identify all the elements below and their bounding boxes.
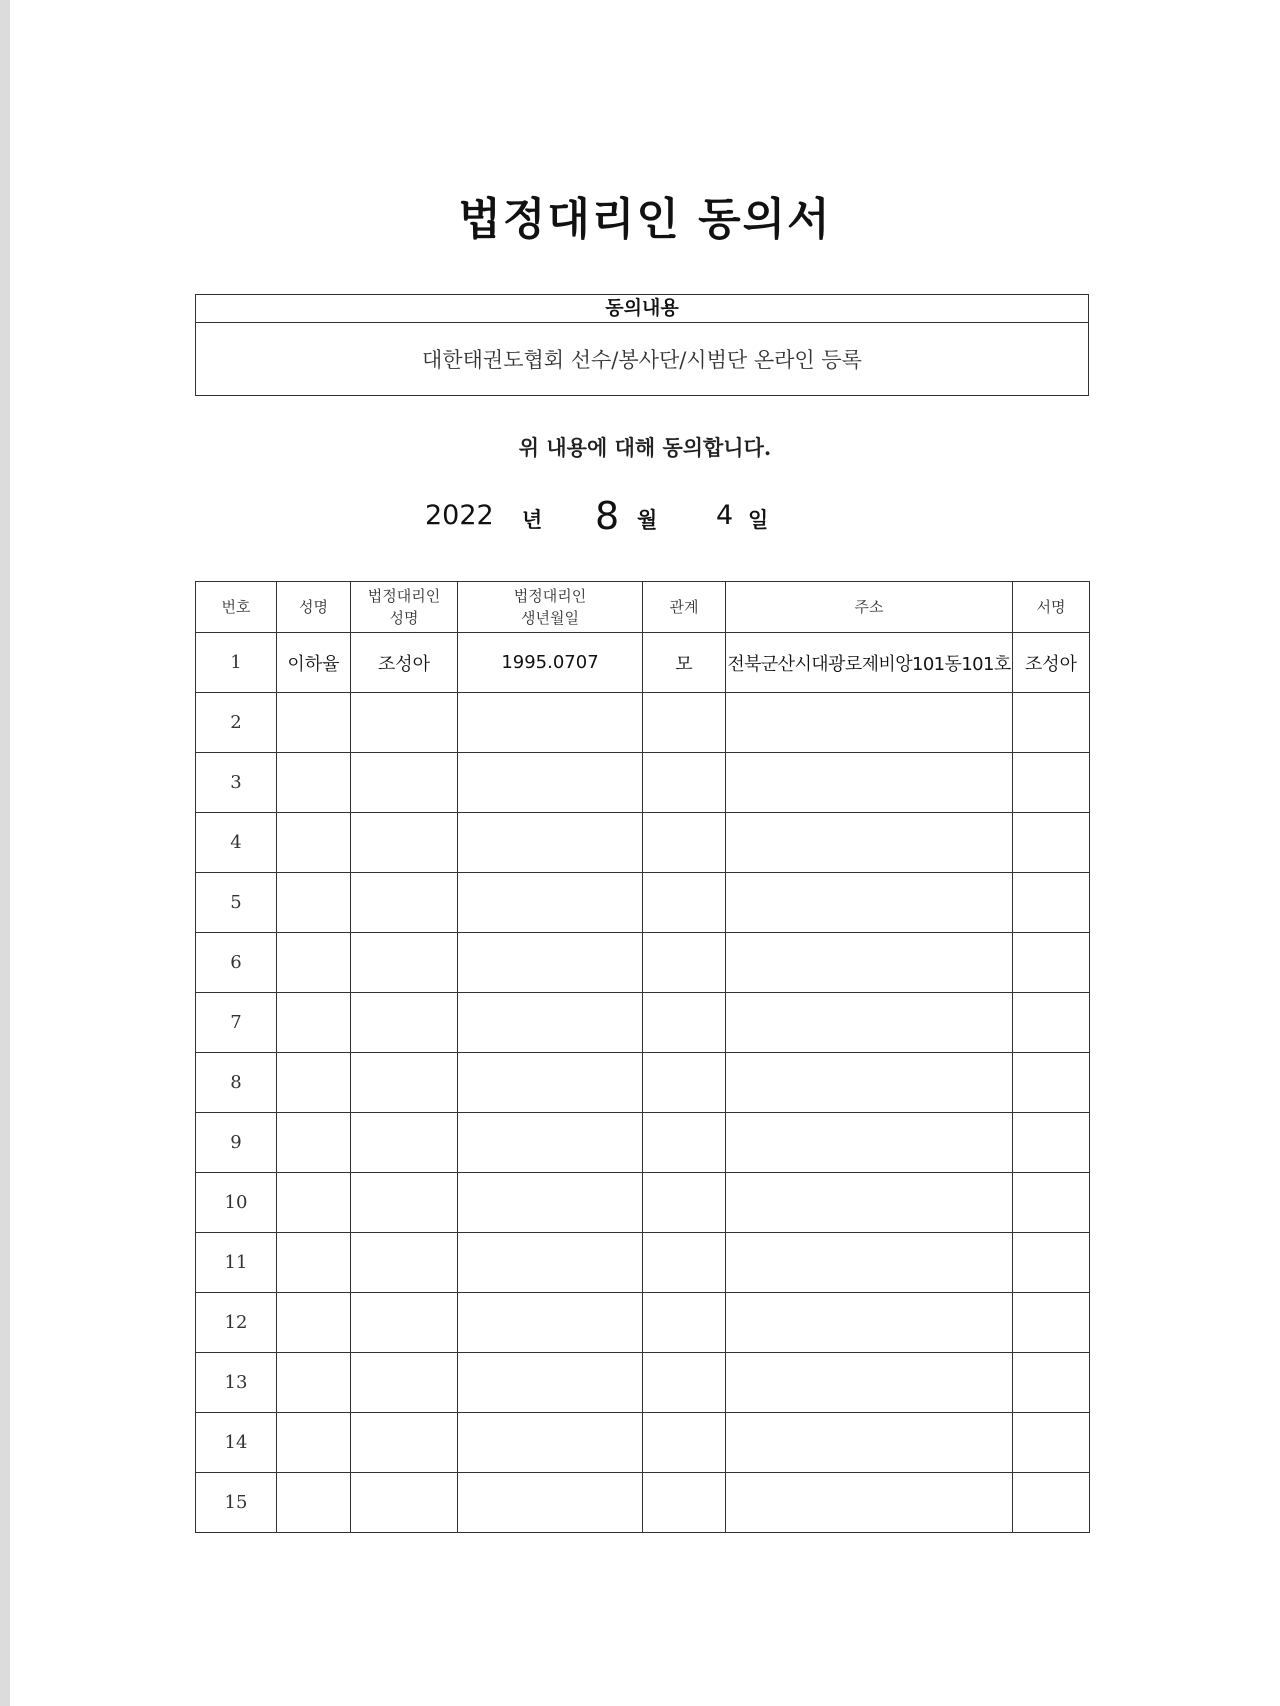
cell-address [726, 1113, 1013, 1173]
cell-signature [1013, 993, 1090, 1053]
cell-address [726, 693, 1013, 753]
date-line [10, 494, 1280, 544]
cell-relation [643, 1233, 726, 1293]
cell-address [726, 1473, 1013, 1533]
table-header-row [196, 582, 1090, 633]
cell-guardian-birth [458, 693, 643, 753]
cell-number: 12 [196, 1293, 277, 1353]
cell-signature [1013, 753, 1090, 813]
header-signature: 서명 [1013, 582, 1090, 633]
date-month-unit: 월 [637, 507, 658, 532]
cell-guardian-birth [458, 1473, 643, 1533]
cell-number: 8 [196, 1053, 277, 1113]
cell-guardian-name [351, 753, 458, 813]
cell-number: 9 [196, 1113, 277, 1173]
cell-signature [1013, 1293, 1090, 1353]
cell-guardian-name: 조성아 [351, 633, 458, 693]
date-year: 2022 [425, 500, 494, 531]
header-address: 주소 [726, 582, 1013, 633]
date-year-unit: 년 [522, 507, 543, 532]
cell-number: 3 [196, 753, 277, 813]
cell-relation [643, 1113, 726, 1173]
header-guardian-name-line2: 성명 [389, 609, 419, 627]
cell-guardian-birth [458, 1413, 643, 1473]
cell-guardian-birth [458, 1353, 643, 1413]
cell-guardian-birth [458, 1173, 643, 1233]
cell-guardian-birth [458, 1113, 643, 1173]
cell-guardian-name [351, 1473, 458, 1533]
cell-relation [643, 1053, 726, 1113]
cell-address [726, 933, 1013, 993]
cell-relation [643, 873, 726, 933]
cell-signature [1013, 1353, 1090, 1413]
cell-number: 6 [196, 933, 277, 993]
cell-guardian-birth [458, 1293, 643, 1353]
cell-signature [1013, 1053, 1090, 1113]
cell-guardian-name [351, 1173, 458, 1233]
table-row [196, 1413, 1090, 1473]
cell-relation [643, 1293, 726, 1353]
date-day: 4 [716, 500, 734, 531]
cell-address [726, 753, 1013, 813]
table-body [196, 633, 1090, 1533]
cell-relation [643, 1473, 726, 1533]
cell-number: 7 [196, 993, 277, 1053]
cell-address [726, 1233, 1013, 1293]
document-page [10, 0, 1280, 1706]
table-row [196, 1353, 1090, 1413]
cell-name [277, 933, 351, 993]
cell-address [726, 1173, 1013, 1233]
cell-name [277, 1293, 351, 1353]
cell-relation [643, 1413, 726, 1473]
cell-signature [1013, 1173, 1090, 1233]
consent-content: 대한태권도협회 선수/봉사단/시범단 온라인 등록 [422, 348, 862, 372]
date-day-unit: 일 [748, 507, 769, 532]
cell-guardian-birth [458, 873, 643, 933]
cell-signature [1013, 1113, 1090, 1173]
cell-number: 5 [196, 873, 277, 933]
cell-guardian-name [351, 1413, 458, 1473]
cell-guardian-name [351, 873, 458, 933]
table-row [196, 813, 1090, 873]
table-row [196, 1113, 1090, 1173]
date-month: 8 [595, 494, 620, 538]
cell-guardian-birth [458, 993, 643, 1053]
cell-address [726, 813, 1013, 873]
guardian-table [195, 581, 1090, 1533]
header-number: 번호 [196, 582, 277, 633]
cell-number: 14 [196, 1413, 277, 1473]
header-guardian-birth-line2: 생년월일 [521, 609, 579, 627]
table-row [196, 873, 1090, 933]
cell-signature [1013, 1413, 1090, 1473]
table-row [196, 753, 1090, 813]
cell-number: 1 [196, 633, 277, 693]
table-row [196, 693, 1090, 753]
cell-name [277, 873, 351, 933]
cell-signature [1013, 873, 1090, 933]
cell-guardian-name [351, 1293, 458, 1353]
cell-name [277, 753, 351, 813]
cell-name [277, 1233, 351, 1293]
cell-address [726, 1353, 1013, 1413]
table-row [196, 1293, 1090, 1353]
cell-guardian-birth [458, 753, 643, 813]
cell-name [277, 1353, 351, 1413]
cell-number: 11 [196, 1233, 277, 1293]
cell-relation [643, 993, 726, 1053]
header-relation: 관계 [643, 582, 726, 633]
table-row [196, 1233, 1090, 1293]
cell-number: 10 [196, 1173, 277, 1233]
table-row [196, 993, 1090, 1053]
cell-name [277, 693, 351, 753]
consent-box [195, 294, 1089, 396]
cell-name [277, 1053, 351, 1113]
cell-guardian-birth [458, 933, 643, 993]
cell-relation [643, 1173, 726, 1233]
cell-name [277, 813, 351, 873]
cell-address [726, 993, 1013, 1053]
agree-statement: 위 내용에 대해 동의합니다. [518, 435, 772, 460]
table-row [196, 933, 1090, 993]
cell-relation [643, 693, 726, 753]
cell-signature [1013, 1473, 1090, 1533]
cell-address: 전북군산시대광로제비앙101동101호 [726, 633, 1013, 693]
cell-guardian-name [351, 1353, 458, 1413]
cell-guardian-birth [458, 813, 643, 873]
table-row [196, 1173, 1090, 1233]
consent-header: 동의내용 [196, 295, 1088, 323]
cell-guardian-birth [458, 1053, 643, 1113]
cell-name [277, 1413, 351, 1473]
cell-relation: 모 [643, 633, 726, 693]
header-guardian-name [351, 582, 458, 633]
cell-address [726, 1293, 1013, 1353]
cell-guardian-birth [458, 1233, 643, 1293]
cell-guardian-name [351, 993, 458, 1053]
cell-signature [1013, 693, 1090, 753]
cell-relation [643, 1353, 726, 1413]
cell-address [726, 873, 1013, 933]
cell-number: 13 [196, 1353, 277, 1413]
header-name: 성명 [277, 582, 351, 633]
cell-relation [643, 753, 726, 813]
cell-name [277, 1473, 351, 1533]
cell-number: 2 [196, 693, 277, 753]
cell-guardian-birth: 1995.0707 [458, 633, 643, 693]
cell-relation [643, 933, 726, 993]
cell-signature [1013, 1233, 1090, 1293]
cell-signature: 조성아 [1013, 633, 1090, 693]
table-row [196, 633, 1090, 693]
header-guardian-name-line1: 법정대리인 [367, 587, 441, 605]
cell-relation [643, 813, 726, 873]
cell-guardian-name [351, 693, 458, 753]
document-title: 법정대리인 동의서 [458, 194, 832, 245]
cell-name [277, 1173, 351, 1233]
cell-guardian-name [351, 813, 458, 873]
cell-address [726, 1053, 1013, 1113]
cell-address [726, 1413, 1013, 1473]
cell-guardian-name [351, 933, 458, 993]
cell-name: 이하율 [277, 633, 351, 693]
cell-guardian-name [351, 1113, 458, 1173]
cell-number: 4 [196, 813, 277, 873]
cell-signature [1013, 933, 1090, 993]
header-guardian-birth [458, 582, 643, 633]
cell-guardian-name [351, 1233, 458, 1293]
cell-guardian-name [351, 1053, 458, 1113]
table-row [196, 1473, 1090, 1533]
cell-name [277, 993, 351, 1053]
header-guardian-birth-line1: 법정대리인 [513, 587, 587, 605]
cell-number: 15 [196, 1473, 277, 1533]
table-row [196, 1053, 1090, 1113]
cell-name [277, 1113, 351, 1173]
cell-signature [1013, 813, 1090, 873]
